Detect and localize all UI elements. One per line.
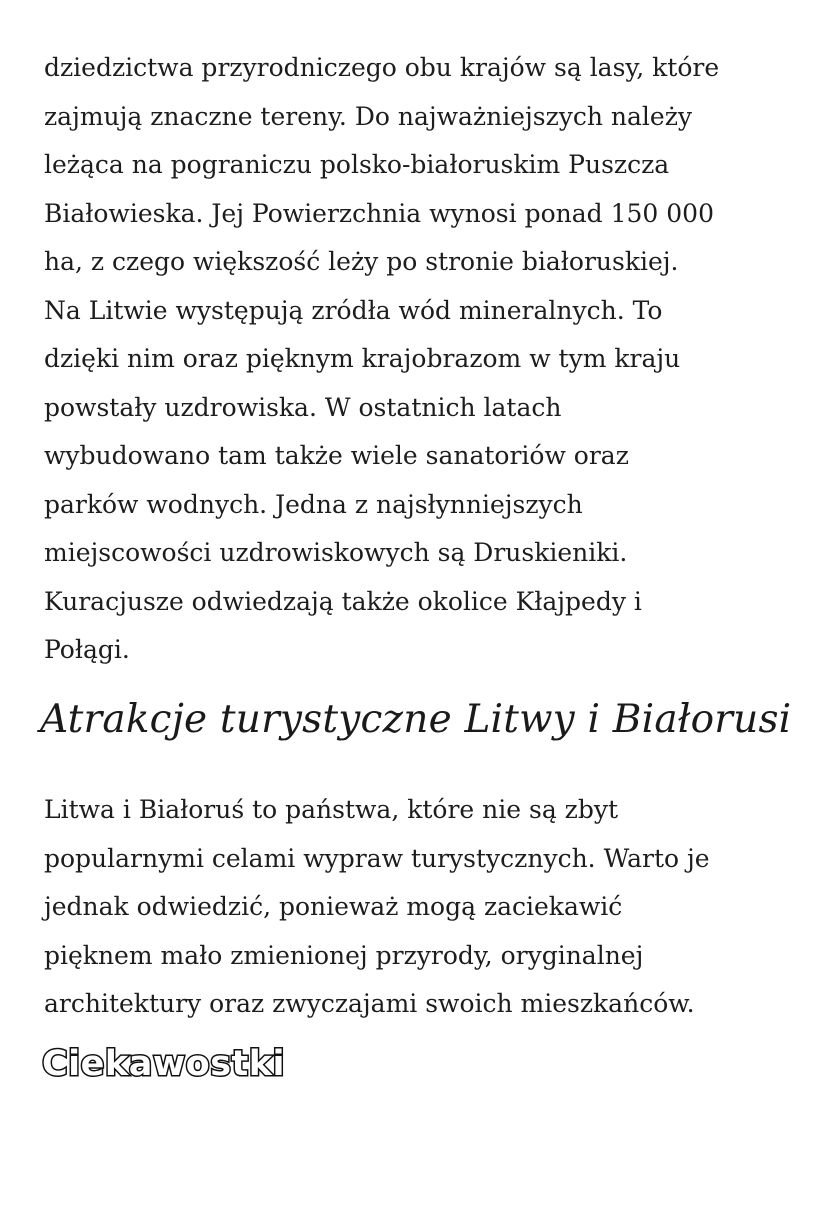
paragraph-forests-and-spas: dziedzictwa przyrodniczego obu krajów są lasy, które zajmują znaczne tereny. Do najważniejszych należy leżąca na pograniczu polsko-białoruskim Puszcza Białowieska. Jej Powierzchnia wynosi ponad 150 000 ha, z czego większość leży po stronie białoruskiej. Na Litwie występują zródła wód mineralnych. To dzięki nim oraz pięknym krajobrazom w tym kraju powstały uzdrowiska. W ostatnich latach wybudowano tam także wiele sanatoriów oraz parków wodnych. Jedna z najsłynniejszych miejscowości uzdrowiskowych są Druskieniki. Kuracjusze odwiedzają także okolice Kłajpedy i Połągi. — [44, 53, 720, 664]
paragraph-tourism-intro: Litwa i Białoruś to państwa, które nie są zbyt popularnymi celami wypraw turystycznych. Warto je jednak odwiedzić, ponieważ mogą zaciekawić pięknem mało zmienionej przyrody, oryginalnej architektury oraz zwyczajami swoich mieszkańców. — [44, 795, 710, 1018]
heading-curiosities: Ciekawostki — [42, 1044, 286, 1084]
heading-tourist-attractions: Atrakcje turystyczne Litwy i Białorusi — [40, 697, 792, 742]
